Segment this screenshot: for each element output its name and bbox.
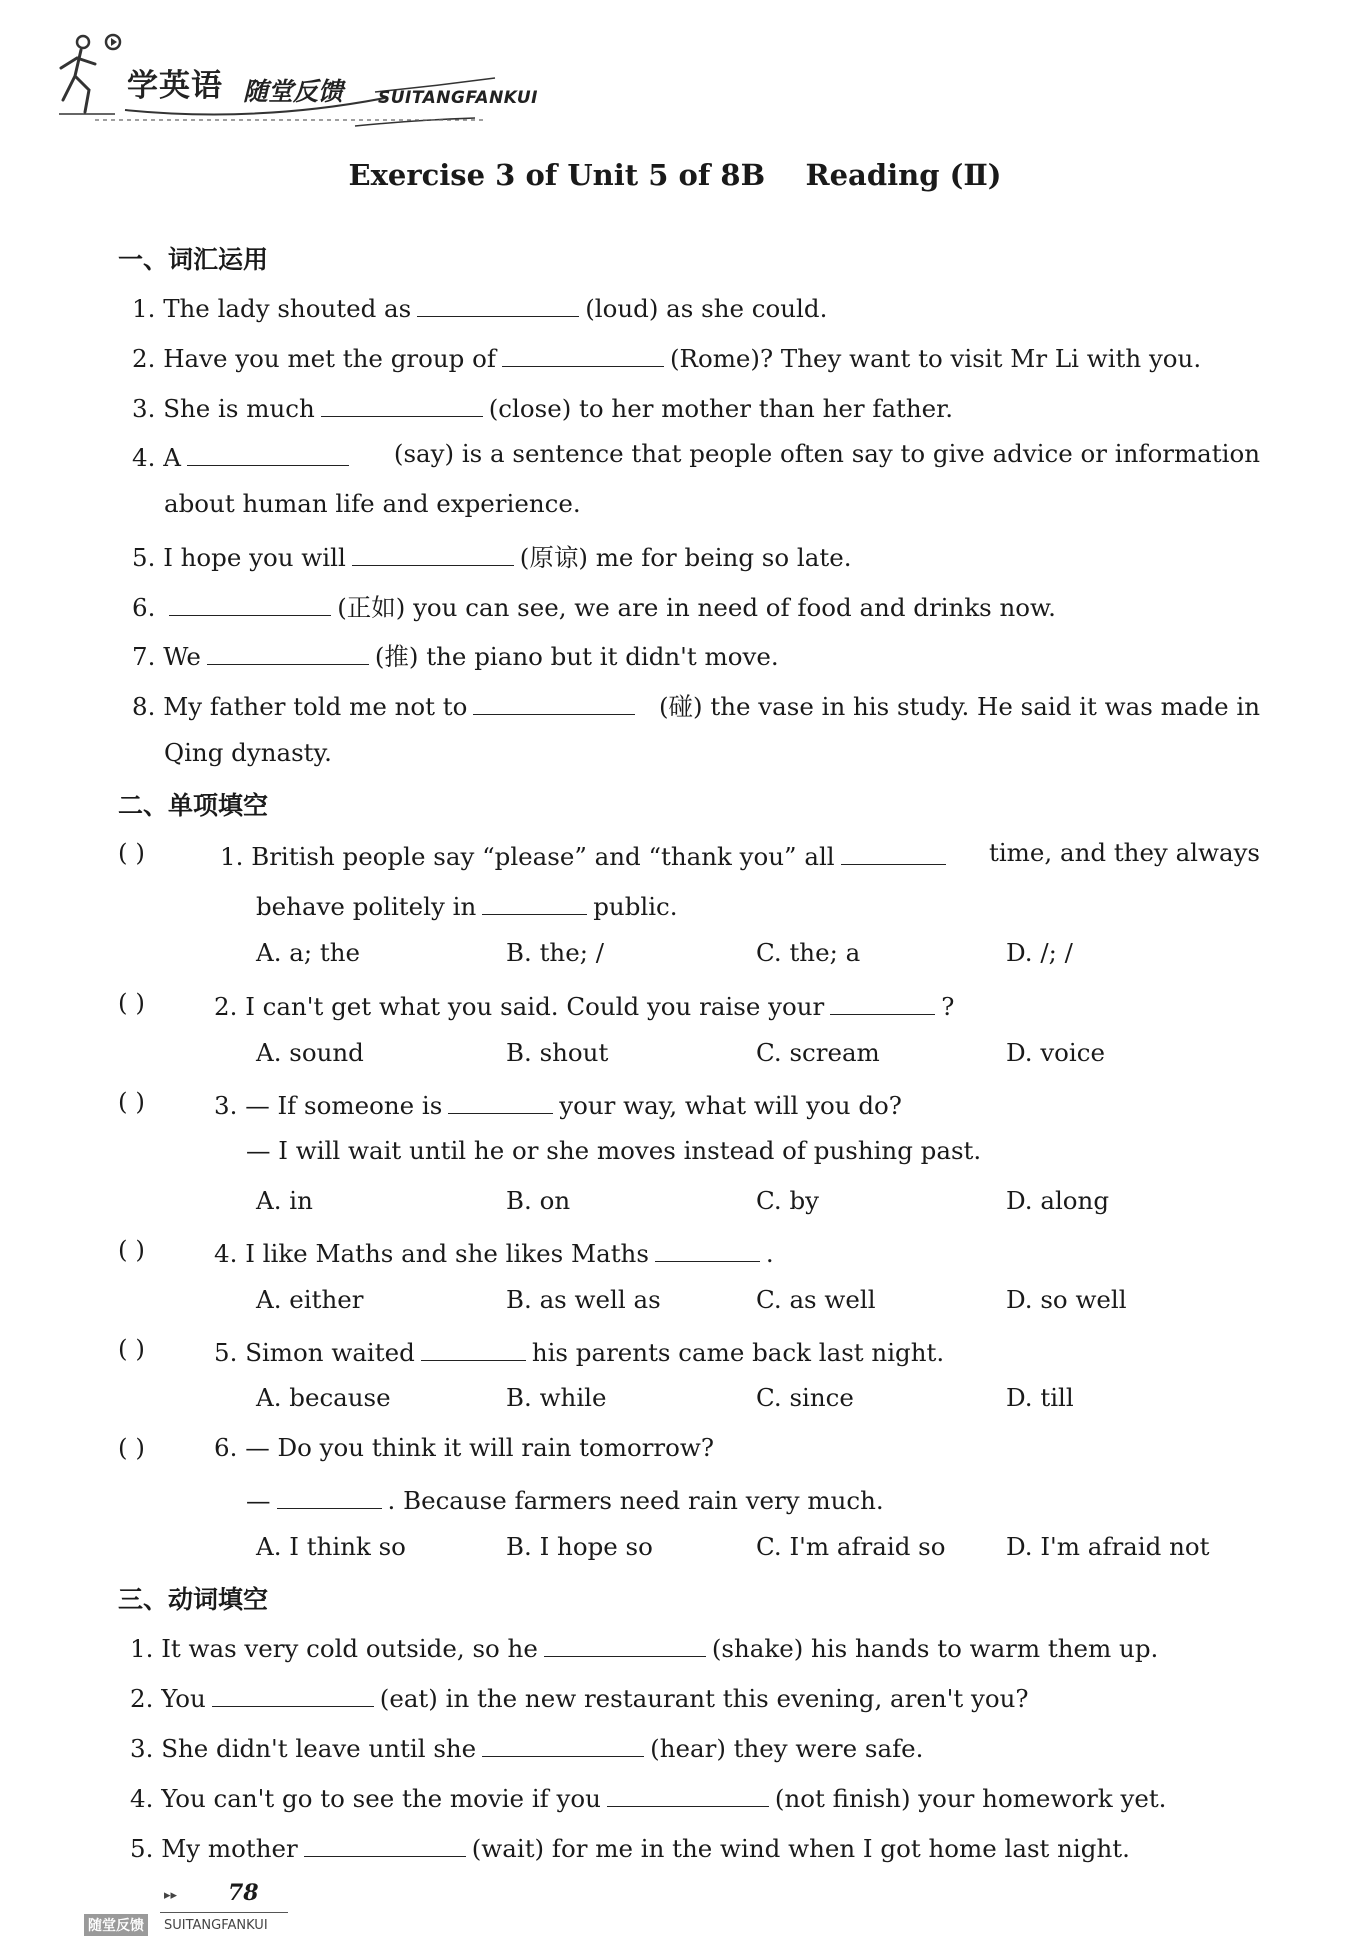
s2-q3-cont: — I will wait until he or she moves instead of pushing past. bbox=[246, 1136, 982, 1165]
option-d[interactable]: D. along bbox=[1006, 1186, 1110, 1215]
s3-item-2: 2. You (eat) in the new restaurant this evening, aren't you? bbox=[130, 1680, 1029, 1713]
s2-q5: 5. Simon waited his parents came back last night. bbox=[214, 1334, 944, 1367]
section1-heading: 一、词汇运用 bbox=[118, 245, 269, 274]
page-number: 78 bbox=[228, 1880, 259, 1906]
s1-item-3: 3. She is much (close) to her mother than her father. bbox=[132, 390, 953, 423]
s2-q2: 2. I can't get what you said. Could you raise your ? bbox=[214, 988, 954, 1021]
answer-blank[interactable] bbox=[169, 589, 331, 616]
answer-blank[interactable] bbox=[421, 1334, 526, 1361]
s1-item-8: 8. My father told me not to (碰) the vase in his study. He said it was made in bbox=[132, 688, 1260, 723]
option-d[interactable]: D. /; / bbox=[1006, 938, 1073, 967]
option-a[interactable]: A. sound bbox=[256, 1038, 364, 1067]
footer-arrows-icon: ▸▸ bbox=[164, 1888, 178, 1903]
answer-paren[interactable]: ( ) bbox=[118, 838, 145, 867]
header-cn-title: 学英语 bbox=[127, 68, 223, 104]
header-cn-sub: 随堂反馈 bbox=[243, 77, 344, 106]
answer-blank[interactable] bbox=[502, 340, 664, 367]
answer-paren[interactable]: ( ) bbox=[118, 1334, 145, 1363]
section3-heading: 三、动词填空 bbox=[118, 1585, 269, 1614]
s3-item-5: 5. My mother (wait) for me in the wind when I got home last night. bbox=[130, 1830, 1130, 1863]
s2-q3: 3. — If someone is your way, what will you do? bbox=[214, 1087, 902, 1120]
answer-blank[interactable] bbox=[212, 1680, 374, 1707]
answer-paren[interactable]: ( ) bbox=[118, 1235, 145, 1264]
s3-item-1: 1. It was very cold outside, so he (shake) his hands to warm them up. bbox=[130, 1630, 1158, 1663]
answer-paren[interactable]: ( ) bbox=[118, 1087, 145, 1116]
answer-blank[interactable] bbox=[277, 1482, 382, 1509]
s2-q6-cont: — . Because farmers need rain very much. bbox=[246, 1482, 884, 1515]
option-a[interactable]: A. because bbox=[256, 1383, 391, 1412]
answer-blank[interactable] bbox=[482, 1730, 644, 1757]
option-b[interactable]: B. I hope so bbox=[506, 1532, 653, 1561]
option-d[interactable]: D. I'm afraid not bbox=[1006, 1532, 1210, 1561]
answer-blank[interactable] bbox=[482, 888, 587, 915]
s3-item-4: 4. You can't go to see the movie if you (not finish) your homework yet. bbox=[130, 1780, 1166, 1813]
answer-blank[interactable] bbox=[473, 688, 635, 715]
footer-divider bbox=[160, 1912, 288, 1913]
option-b[interactable]: B. on bbox=[506, 1186, 571, 1215]
option-a[interactable]: A. a; the bbox=[256, 938, 361, 967]
answer-blank[interactable] bbox=[448, 1087, 553, 1114]
s1-item-2: 2. Have you met the group of (Rome)? They want to visit Mr Li with you. bbox=[132, 340, 1201, 373]
option-b[interactable]: B. the; / bbox=[506, 938, 604, 967]
answer-blank[interactable] bbox=[830, 988, 935, 1015]
option-b[interactable]: B. shout bbox=[506, 1038, 609, 1067]
option-c[interactable]: C. by bbox=[756, 1186, 819, 1215]
option-a[interactable]: A. in bbox=[256, 1186, 313, 1215]
option-c[interactable]: C. scream bbox=[756, 1038, 880, 1067]
s2-q6: 6. — Do you think it will rain tomorrow? bbox=[214, 1433, 715, 1462]
option-a[interactable]: A. either bbox=[256, 1285, 364, 1314]
s2-q1: 1. British people say “please” and “thank you” all time, and they always bbox=[220, 838, 1260, 871]
option-c[interactable]: C. the; a bbox=[756, 938, 861, 967]
footer-en: SUITANGFANKUI bbox=[164, 1918, 268, 1933]
s1-item-6: 6. (正如) you can see, we are in need of food and drinks now. bbox=[132, 589, 1056, 624]
s1-item-4: 4. A (say) is a sentence that people often say to give advice or information bbox=[132, 439, 1260, 472]
answer-blank[interactable] bbox=[841, 838, 946, 865]
answer-blank[interactable] bbox=[544, 1630, 706, 1657]
answer-blank[interactable] bbox=[655, 1235, 760, 1262]
page-title: Exercise 3 of Unit 5 of 8B Reading (Ⅱ) bbox=[348, 158, 1002, 192]
footer-tag: 随堂反馈 bbox=[84, 1914, 148, 1936]
s1-item-7: 7. We (推) the piano but it didn't move. bbox=[132, 638, 779, 673]
option-d[interactable]: D. voice bbox=[1006, 1038, 1105, 1067]
option-c[interactable]: C. since bbox=[756, 1383, 854, 1412]
option-d[interactable]: D. so well bbox=[1006, 1285, 1127, 1314]
answer-blank[interactable] bbox=[417, 290, 579, 317]
header-logo bbox=[55, 28, 575, 138]
option-c[interactable]: C. as well bbox=[756, 1285, 876, 1314]
s1-item-5: 5. I hope you will (原谅) me for being so late. bbox=[132, 539, 852, 574]
header-en-sub: SUITANGFANKUI bbox=[378, 88, 538, 108]
answer-paren[interactable]: ( ) bbox=[118, 988, 145, 1017]
s1-item-1: 1. The lady shouted as (loud) as she could. bbox=[132, 290, 827, 323]
option-b[interactable]: B. while bbox=[506, 1383, 607, 1412]
answer-blank[interactable] bbox=[607, 1780, 769, 1807]
answer-blank[interactable] bbox=[321, 390, 483, 417]
answer-blank[interactable] bbox=[187, 439, 349, 466]
s1-item-8-cont: Qing dynasty. bbox=[164, 738, 332, 767]
answer-blank[interactable] bbox=[304, 1830, 466, 1857]
answer-blank[interactable] bbox=[352, 539, 514, 566]
answer-blank[interactable] bbox=[207, 638, 369, 665]
s2-q4: 4. I like Maths and she likes Maths . bbox=[214, 1235, 774, 1268]
s1-item-4-cont: about human life and experience. bbox=[164, 489, 581, 518]
option-a[interactable]: A. I think so bbox=[256, 1532, 406, 1561]
option-b[interactable]: B. as well as bbox=[506, 1285, 661, 1314]
section2-heading: 二、单项填空 bbox=[118, 791, 269, 820]
answer-paren[interactable]: ( ) bbox=[118, 1433, 145, 1462]
s3-item-3: 3. She didn't leave until she (hear) they were safe. bbox=[130, 1730, 923, 1763]
option-c[interactable]: C. I'm afraid so bbox=[756, 1532, 946, 1561]
s2-q1-cont: behave politely in public. bbox=[256, 888, 678, 921]
option-d[interactable]: D. till bbox=[1006, 1383, 1074, 1412]
